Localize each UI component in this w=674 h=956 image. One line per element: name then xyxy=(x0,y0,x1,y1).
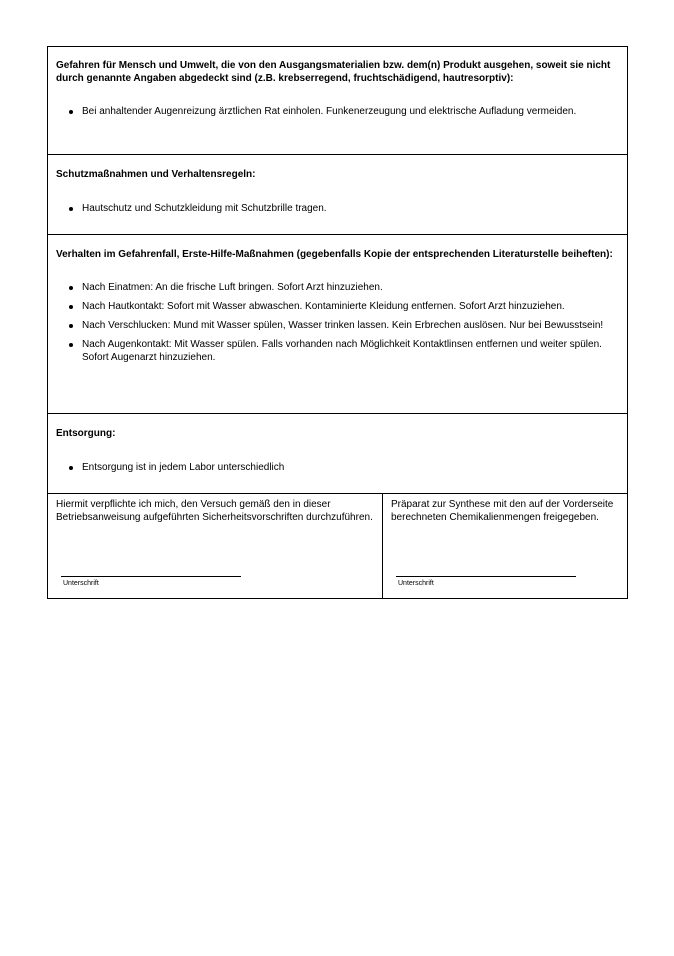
disposal-section xyxy=(48,414,627,494)
signature-label-approval: Unterschrift xyxy=(398,580,434,587)
signature-row xyxy=(48,494,627,598)
hazards-section xyxy=(48,47,627,155)
emergency-title: Verhalten im Gefahrenfall, Erste-Hilfe-Maßnahmen (gegebenfalls Kopie der entsprechenden Literaturstelle beiheften): xyxy=(56,249,613,260)
commitment-text: Hiermit verpflichte ich mich, den Versuch gemäß den in dieser Betriebsanweisung aufgeführten Sicherheitsvorschriften durchzuführen. xyxy=(56,499,373,523)
bullet-icon xyxy=(69,343,73,347)
list-item: Bei anhaltender Augenreizung ärztlichen Rat einholen. Funkenerzeugung und elektrische Aufladung vermeiden. xyxy=(56,105,619,118)
list-item: Nach Hautkontakt: Sofort mit Wasser abwaschen. Kontaminierte Kleidung entfernen. Sofort Arzt hinzuziehen. xyxy=(56,300,619,313)
signature-line-approval[interactable] xyxy=(396,576,576,577)
list-item: Nach Einatmen: An die frische Luft bringen. Sofort Arzt hinzuziehen. xyxy=(56,281,619,294)
signature-cell-approval xyxy=(383,494,627,598)
bullet-icon xyxy=(69,286,73,290)
bullet-icon xyxy=(69,466,73,470)
list-item: Nach Verschlucken: Mund mit Wasser spülen, Wasser trinken lassen. Kein Erbrechen auslösen. Nur bei Bewusstsein! xyxy=(56,319,619,332)
approval-text: Präparat zur Synthese mit den auf der Vorderseite berechneten Chemikalienmengen freigegeben. xyxy=(391,499,614,523)
bullet-icon xyxy=(69,207,73,211)
signature-line-commitment[interactable] xyxy=(61,576,241,577)
protection-section xyxy=(48,155,627,235)
hazards-title: Gefahren für Mensch und Umwelt, die von den Ausgangsmaterialien bzw. dem(n) Produkt ausgehen, soweit sie nicht durch genannte Angaben abgedeckt sind (z.B. krebserregend, fruchtschädigend, hautresorptiv): xyxy=(56,60,611,84)
protection-title: Schutzmaßnahmen und Verhaltensregeln: xyxy=(56,169,256,180)
signature-label-commitment: Unterschrift xyxy=(63,580,99,587)
protection-list xyxy=(56,202,619,215)
signature-cell-commitment xyxy=(48,494,383,598)
emergency-section xyxy=(48,235,627,414)
operating-instruction-form xyxy=(47,46,628,599)
list-item: Hautschutz und Schutzkleidung mit Schutzbrille tragen. xyxy=(56,202,619,215)
disposal-title: Entsorgung: xyxy=(56,428,116,439)
list-item: Entsorgung ist in jedem Labor unterschiedlich xyxy=(56,461,619,474)
emergency-list xyxy=(56,281,619,364)
list-item: Nach Augenkontakt: Mit Wasser spülen. Falls vorhanden nach Möglichkeit Kontaktlinsen entfernen und weiter spülen. Sofort Augenarzt hinzuziehen. xyxy=(56,338,619,364)
bullet-icon xyxy=(69,110,73,114)
bullet-icon xyxy=(69,305,73,309)
bullet-icon xyxy=(69,324,73,328)
hazards-list xyxy=(56,105,619,118)
disposal-list xyxy=(56,461,619,474)
